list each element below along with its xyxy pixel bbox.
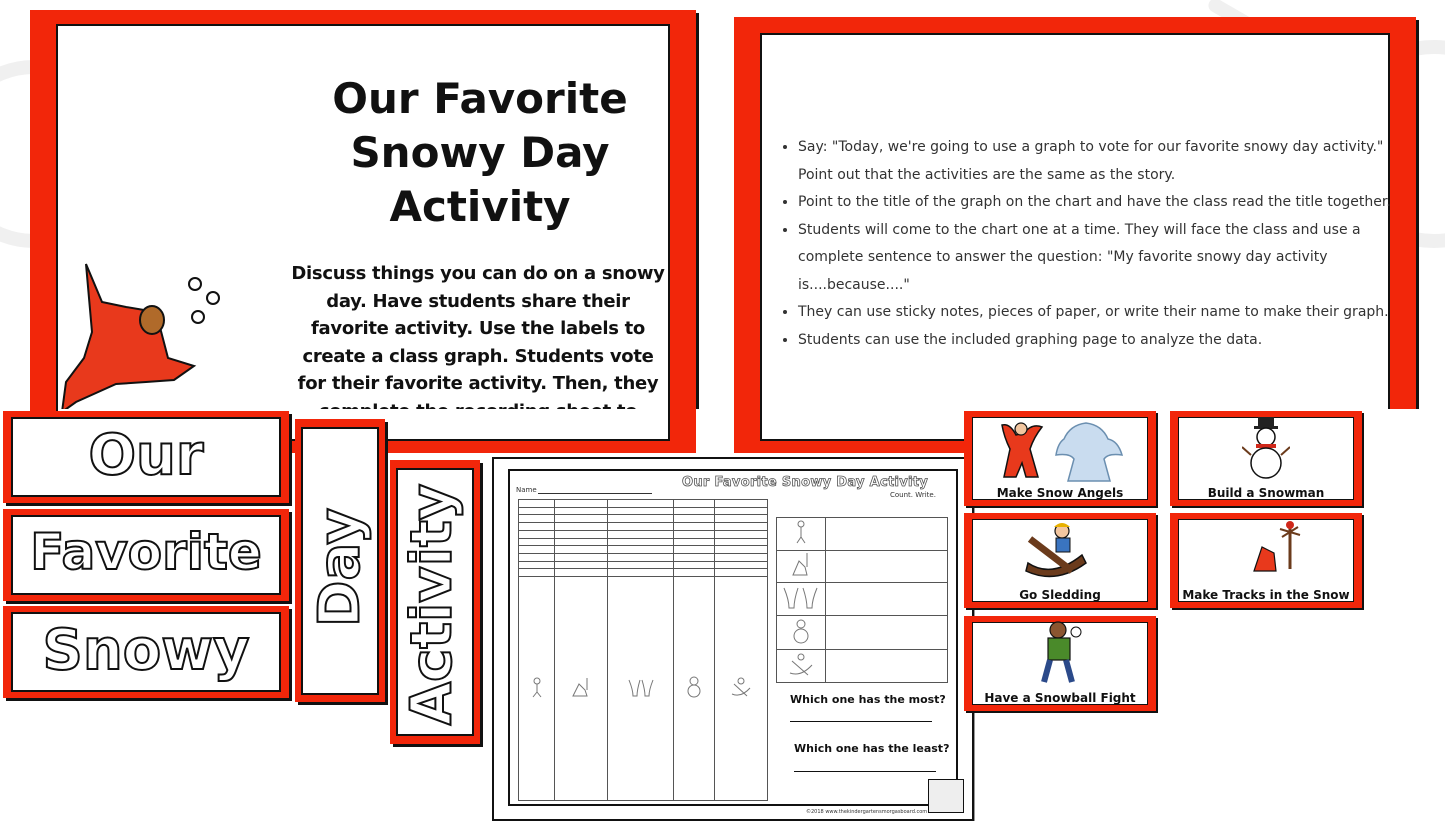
word-card-snowy: Snowy	[3, 606, 289, 698]
list-item: • Point to the title of the graph on the chart and have the class read the title together.	[798, 189, 1398, 217]
snow-angel-icon	[626, 676, 656, 698]
snowball-kid-icon	[1034, 620, 1082, 686]
instructions-description: Discuss things you can do on a snowy day. Have students share their favorite activity. Use the labels to create a class graph. Students vote for their favorite activity. Then, they	[291, 263, 665, 394]
copyright-text: ©2018 www.thekindergartensmorgasboard.com	[806, 809, 928, 815]
list-item: • Say: "Today, we're going to use a graph to vote for our favorite snowy day activity." Point out that the activities are the same as the story.	[798, 134, 1398, 189]
brand-logo	[928, 779, 964, 813]
list-item: • Students will come to the chart one at a time. They will face the class and use a complete sentence to answer the question: "My favorite snowy day activity is....because...."	[798, 217, 1398, 300]
word-card-favorite: Favorite	[3, 509, 289, 601]
snowman-icon	[1242, 415, 1290, 481]
tracks-icon	[529, 676, 545, 698]
name-label: Name	[516, 486, 537, 494]
bar-graph-grid	[518, 499, 768, 801]
cardinal-icon	[56, 262, 236, 422]
snowman-icon	[685, 675, 703, 699]
steps-panel-bottom	[734, 409, 964, 453]
page-title: Our Favorite Snowy Day Activity	[332, 74, 628, 231]
tracks-bird-icon	[789, 551, 813, 577]
sled-icon	[787, 651, 815, 677]
activity-card-snowman: Build a Snowman	[1170, 411, 1362, 506]
word-card-activity: Activity	[390, 460, 480, 744]
sled-icon	[729, 676, 753, 698]
activity-card-tracks: Make Tracks in the Snow	[1170, 513, 1362, 608]
snow-angel-icon	[781, 584, 821, 610]
sled-icon	[1022, 519, 1092, 579]
activity-card-snowball-fight: Have a Snowball Fight	[964, 616, 1156, 711]
snow-angel-icon	[994, 419, 1124, 485]
tracks-bird-icon	[569, 676, 593, 698]
count-write-label: Count. Write.	[890, 491, 936, 499]
list-item: • Students can use the included graphing page to analyze the data.	[798, 327, 1398, 355]
activity-card-sledding: Go Sledding	[964, 513, 1156, 608]
activity-card-snow-angels: Make Snow Angels	[964, 411, 1156, 506]
answer-line-least	[794, 771, 936, 772]
name-line	[538, 493, 652, 494]
tracks-bird-icon	[1244, 519, 1304, 579]
question-most: Which one has the most?	[790, 693, 946, 706]
worksheet-title: Our Favorite Snowy Day Activity	[682, 475, 929, 490]
count-write-table	[776, 517, 948, 683]
snowman-icon	[792, 617, 810, 645]
list-item: • They can use sticky notes, pieces of paper, or write their name to make their graph.	[798, 299, 1398, 327]
answer-line-most	[790, 721, 932, 722]
graphing-worksheet	[492, 457, 974, 821]
steps-list	[772, 134, 1398, 354]
tracks-icon	[793, 519, 809, 545]
word-card-day: Day	[295, 419, 385, 702]
question-least: Which one has the least?	[794, 742, 950, 755]
word-card-our: Our	[3, 411, 289, 503]
